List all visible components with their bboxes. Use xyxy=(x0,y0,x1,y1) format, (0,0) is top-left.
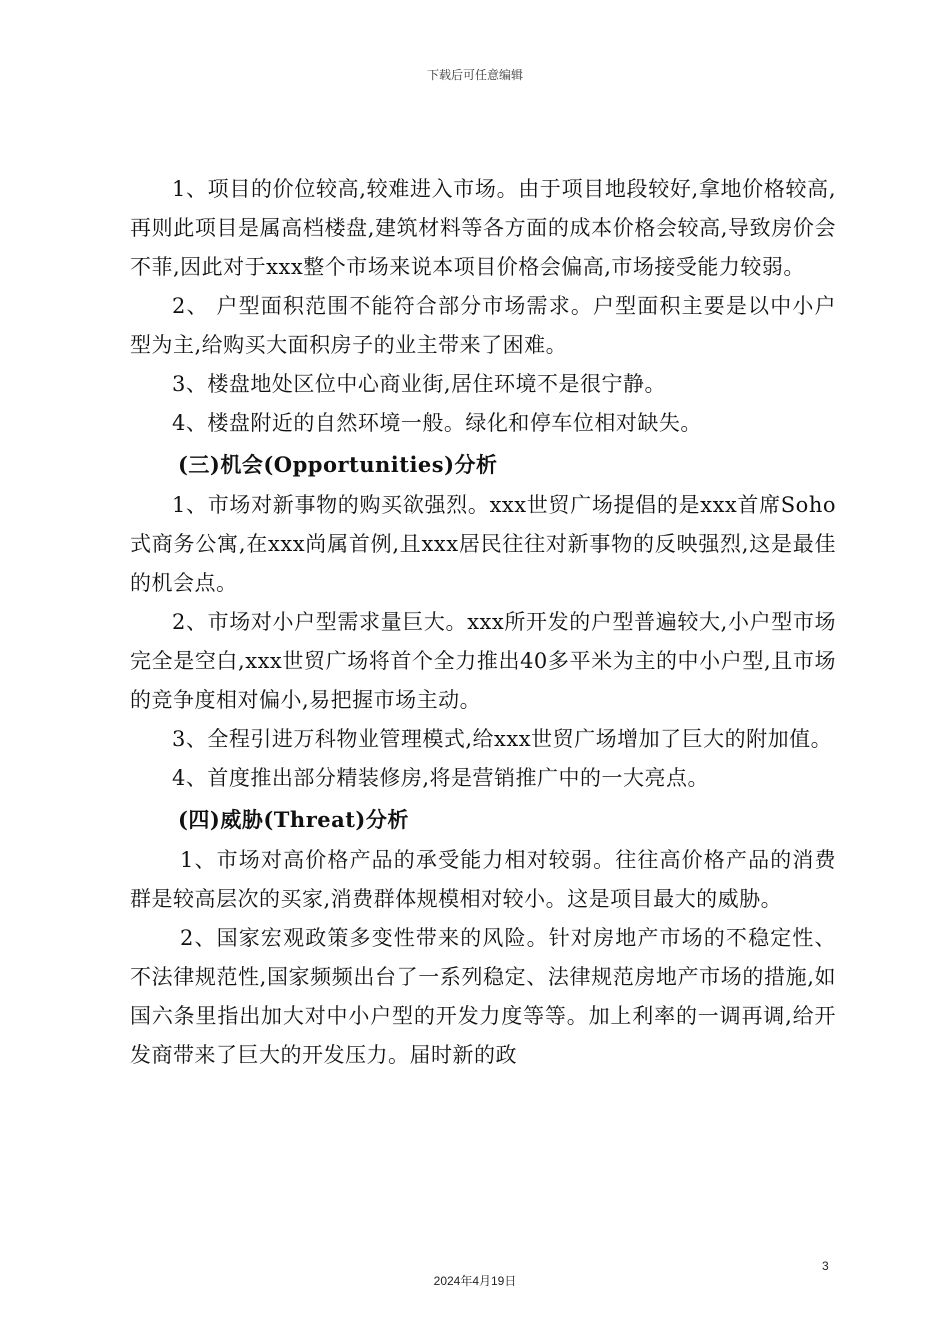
document-body xyxy=(130,170,836,1075)
paragraph-threat-2: 2、国家宏观政策多变性带来的风险。针对房地产市场的不稳定性、不法律规范性,国家频频出台了一系列稳定、法律规范房地产市场的措施,如国六条里指出加大对中小户型的开发力度等等。加上利率的一调再调,给开发商带来了巨大的开发压力。届时新的政 xyxy=(130,926,836,1067)
paragraph-threat-1: 1、市场对高价格产品的承受能力相对较弱。往往高价格产品的消费群是较高层次的买家,消费群体规模相对较小。这是项目最大的威胁。 xyxy=(130,848,836,911)
paragraph-opportunity-4: 4、首度推出部分精装修房,将是营销推广中的一大亮点。 xyxy=(172,766,710,790)
paragraph-opportunity-1: 1、市场对新事物的购买欲强烈。xxx世贸广场提倡的是xxx首席Soho式商务公寓,在xxx尚属首例,且xxx居民往往对新事物的反映强烈,这是最佳的机会点。 xyxy=(130,493,836,595)
section-heading-opportunities: (三)机会(Opportunities)分析 xyxy=(178,452,498,477)
page-header: 下载后可任意编辑 xyxy=(426,68,523,82)
paragraph-weakness-3: 3、楼盘地处区位中心商业街,居住环境不是很宁静。 xyxy=(172,372,667,396)
section-heading-threat: (四)威胁(Threat)分析 xyxy=(178,807,409,832)
paragraph-weakness-1: 1、项目的价位较高,较难进入市场。由于项目地段较好,拿地价格较高,再则此项目是属高档楼盘,建筑材料等各方面的成本价格会较高,导致房价会不菲,因此对于xxx整个市场来说本项目价格会偏高,市场接受能力较弱。 xyxy=(130,177,836,279)
paragraph-weakness-4: 4、楼盘附近的自然环境一般。绿化和停车位相对缺失。 xyxy=(172,411,702,435)
paragraph-opportunity-3: 3、全程引进万科物业管理模式,给xxx世贸广场增加了巨大的附加值。 xyxy=(172,727,833,751)
paragraph-weakness-2: 2、 户型面积范围不能符合部分市场需求。户型面积主要是以中小户型为主,给购买大面积房子的业主带来了困难。 xyxy=(130,294,836,357)
paragraph-opportunity-2: 2、市场对小户型需求量巨大。xxx所开发的户型普遍较大,小户型市场完全是空白,xxx世贸广场将首个全力推出40多平米为主的中小户型,且市场的竞争度相对偏小,易把握市场主动。 xyxy=(130,610,836,712)
page-footer-date: 2024年4月19日 xyxy=(433,1274,517,1288)
page-number: 3 xyxy=(822,1259,829,1273)
